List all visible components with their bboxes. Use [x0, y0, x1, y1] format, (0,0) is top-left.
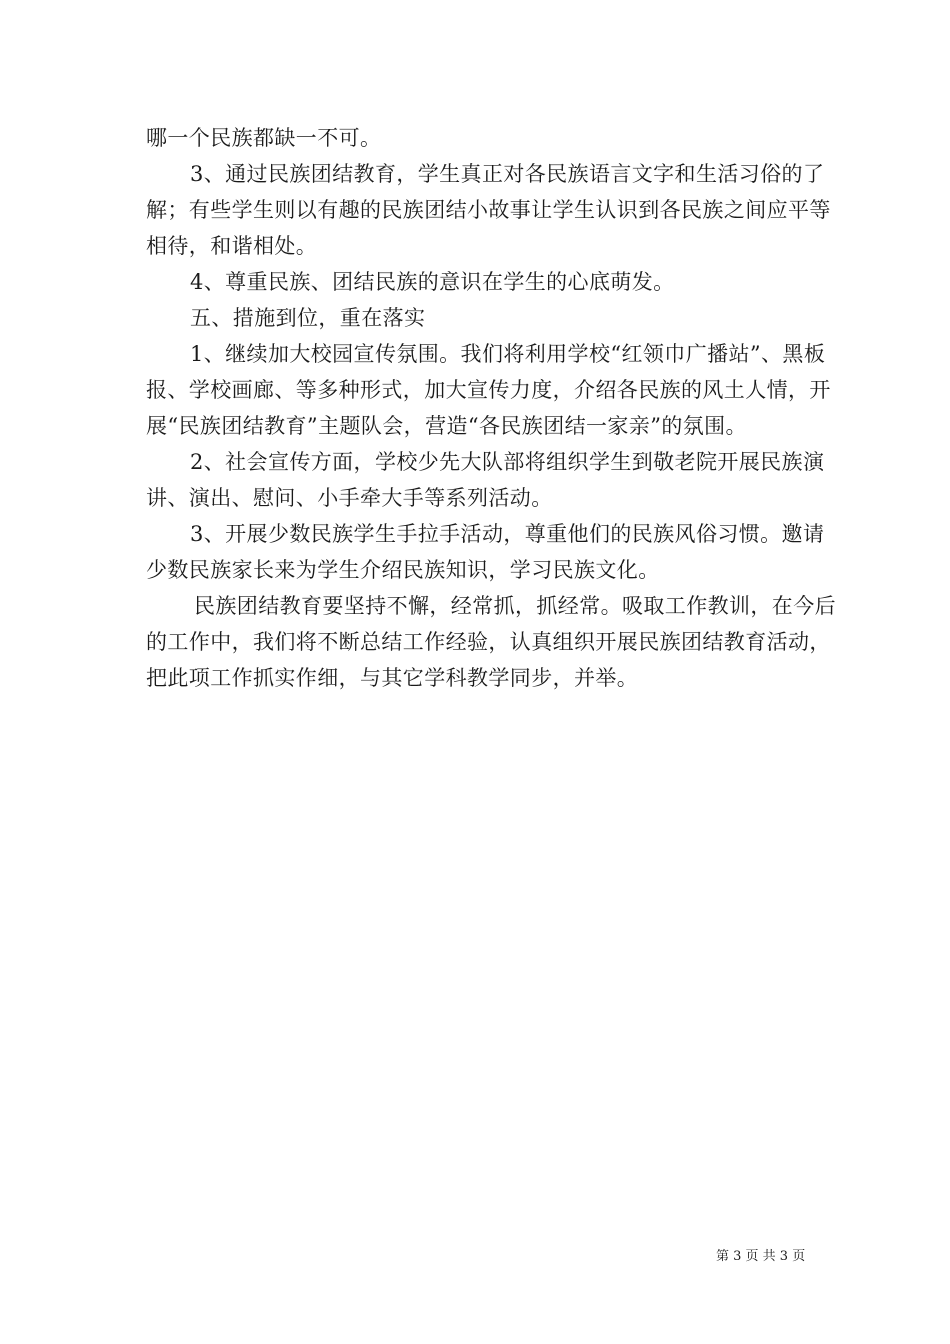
paragraph-item-4: 4、尊重民族、团结民族的意识在学生的心底萌发。 — [190, 270, 675, 294]
paragraph-continued: 哪一个民族都缺一不可。 — [146, 126, 382, 150]
paragraph-item-3: 3、通过民族团结教育，学生真正对各民族语言文字和生活习俗的了解；有些学生则以有趣的民族团结小故事让学生认识到各民族之间应平等相待，和谐相处。 — [146, 162, 831, 258]
paragraph-measure-3: 3、开展少数民族学生手拉手活动，尊重他们的民族风俗习惯。邀请少数民族家长来为学生介绍民族知识，学习民族文化。 — [146, 522, 825, 582]
paragraph-measure-2: 2、社会宣传方面，学校少先大队部将组织学生到敬老院开展民族演讲、演出、慰问、小手牵大手等系列活动。 — [146, 450, 825, 510]
document-body — [146, 120, 836, 696]
section-heading-5: 五、措施到位，重在落实 — [190, 306, 426, 330]
paragraph-measure-1: 1、继续加大校园宣传氛围。我们将利用学校“红领巾广播站”、黑板报、学校画廊、等多种形式，加大宣传力度，介绍各民族的风土人情，开展“民族团结教育”主题队会，营造“各民族团结一家亲”的氛围。 — [146, 342, 831, 438]
page-number-footer: 第 3 页 共 3 页 — [716, 1249, 806, 1264]
paragraph-conclusion: 民族团结教育要坚持不懈，经常抓，抓经常。吸取工作教训，在今后的工作中，我们将不断总结工作经验，认真组织开展民族团结教育活动，把此项工作抓实作细，与其它学科教学同步，并举。 — [146, 594, 836, 690]
